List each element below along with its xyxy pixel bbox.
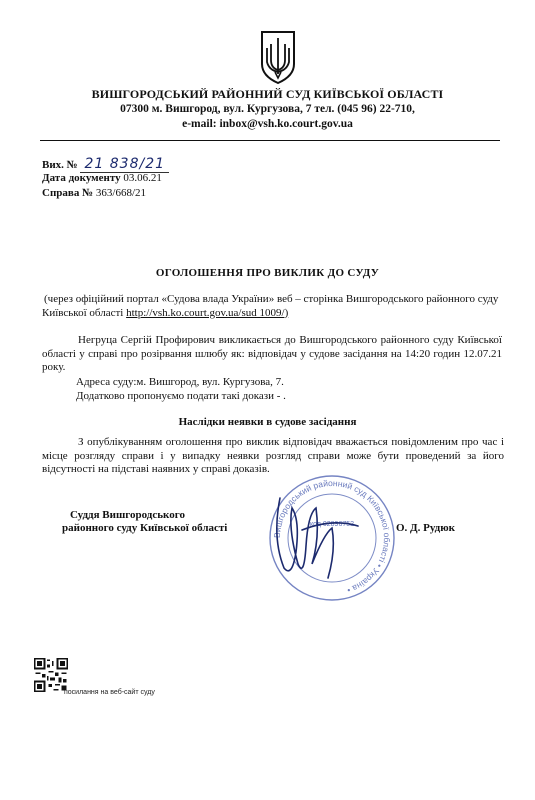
court-address: 07300 м. Вишгород, вул. Кургузова, 7 тел. (045 96) 22-710, (120, 103, 415, 115)
court-address-line: Адреса суду:м. Вишгород, вул. Кургузова, 7. (76, 376, 284, 388)
date-label: Дата документу (42, 172, 121, 184)
case-value: 363/668/21 (95, 187, 147, 199)
stamp-code: код 02896752 (309, 521, 355, 528)
document-title: ОГОЛОШЕННЯ ПРО ВИКЛИК ДО СУДУ (155, 267, 380, 279)
portal-line-2 (42, 307, 502, 321)
portal-link[interactable]: http://vsh.ko.court.gov.ua/sud 1009/) (126, 306, 289, 319)
case-label: Справа № (42, 187, 94, 199)
additional-evidence-line: Додатково пропонуємо подати такі докази - . (76, 390, 286, 402)
portal-line-1: (через офіційний портал «Судова влада України» веб – сторінка Вишгородського районного суду (44, 293, 499, 305)
outgoing-number (42, 156, 169, 173)
coat-of-arms-icon (258, 28, 298, 86)
outgoing-label: Вих. № (42, 159, 78, 171)
stamp-ring-text: Вишгородський районний суд Київської області • Україна • (271, 477, 393, 596)
publication-paragraph: З опублікуванням оголошення про виклик відповідач вважається повідомленим про час і місце розгляду справи і у випадку неявки розгляд справи може бути проведений за його відсутності на підставі наявних у справі доказів. (42, 436, 504, 475)
summons-paragraph: Негруца Сергій Профирович викликається до Вишгородського районного суду Київської області у справі про розірвання шлюбу як: відповідач у судове засідання на 14:20 годин 12.07.21 року. (42, 334, 502, 373)
header-divider (40, 140, 500, 141)
portal-paragraph (42, 293, 502, 320)
qr-caption: посилання на веб-сайт суду (64, 689, 155, 696)
portal-region: Київської області (42, 306, 124, 319)
consequences-title: Наслідки неявки в судове засідання (178, 416, 357, 428)
outgoing-value: 21 838/21 (80, 156, 169, 173)
court-name: ВИШГОРОДСЬКИЙ РАЙОННИЙ СУД КИЇВСЬКОЇ ОБЛАСТІ (91, 87, 444, 101)
court-stamp (262, 468, 402, 608)
judge-name: О. Д. Рудюк (396, 522, 455, 534)
case-number (42, 187, 146, 199)
qr-code-icon[interactable] (34, 658, 68, 692)
judge-title-line-1: Суддя Вишгородського (70, 509, 185, 521)
date-value: 03.06.21 (123, 172, 162, 184)
document-date (42, 172, 162, 184)
judge-title-line-2: районного суду Київської області (62, 522, 228, 534)
court-email: e-mail: inbox@vsh.ko.court.gov.ua (182, 118, 353, 130)
svg-text:Вишгородський районний суд Киї (272, 478, 392, 596)
